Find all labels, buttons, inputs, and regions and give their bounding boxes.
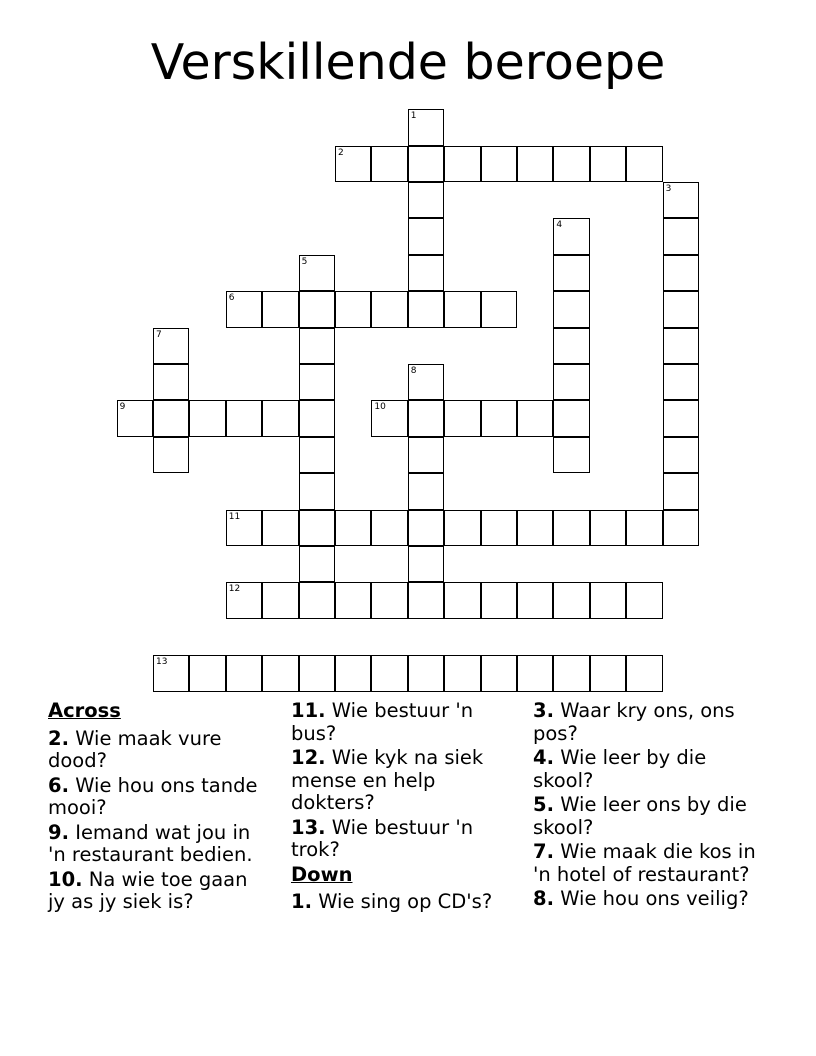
grid-cell[interactable]	[553, 582, 589, 618]
grid-cell[interactable]	[408, 255, 444, 291]
grid-cell[interactable]	[626, 510, 662, 546]
across-heading: Across	[48, 699, 121, 722]
grid-cell[interactable]	[481, 510, 517, 546]
grid-cell[interactable]	[408, 109, 444, 145]
grid-cell[interactable]	[408, 218, 444, 254]
grid-cell[interactable]	[444, 400, 480, 436]
clue-number: 9	[119, 402, 126, 413]
grid-cell[interactable]	[481, 146, 517, 182]
clue-number: 7	[156, 329, 162, 340]
grid-cell[interactable]	[371, 510, 407, 546]
grid-cell[interactable]	[481, 291, 517, 327]
grid-cell[interactable]	[517, 582, 553, 618]
grid-cell[interactable]	[299, 255, 335, 291]
grid-cell[interactable]	[408, 473, 444, 509]
grid-cell[interactable]	[553, 146, 589, 182]
grid-cell[interactable]	[663, 364, 699, 400]
grid-cell[interactable]	[553, 364, 589, 400]
grid-cell[interactable]	[299, 400, 335, 436]
grid-cell[interactable]	[663, 510, 699, 546]
grid-cell[interactable]	[553, 400, 589, 436]
grid-cell[interactable]	[590, 510, 626, 546]
grid-cell[interactable]	[299, 582, 335, 618]
grid-cell[interactable]	[226, 400, 262, 436]
grid-cell[interactable]	[444, 291, 480, 327]
grid-cell[interactable]	[335, 146, 371, 182]
grid-cell[interactable]	[553, 218, 589, 254]
clues-column-3	[533, 700, 758, 913]
grid-cell[interactable]	[153, 437, 189, 473]
grid-cell[interactable]	[371, 582, 407, 618]
grid-cell[interactable]	[299, 328, 335, 364]
clues-column-1	[48, 700, 268, 916]
clue-number: 11	[228, 511, 241, 522]
grid-cell[interactable]	[408, 146, 444, 182]
grid-cell[interactable]	[299, 291, 335, 327]
clue-across-9: 9. Iemand wat jou in 'n restaurant bedien.	[48, 820, 253, 866]
grid-cell[interactable]	[226, 510, 262, 546]
grid-cell[interactable]	[335, 510, 371, 546]
grid-cell[interactable]	[590, 582, 626, 618]
grid-cell[interactable]	[189, 655, 225, 691]
grid-cell[interactable]	[408, 291, 444, 327]
grid-cell[interactable]	[517, 400, 553, 436]
grid-cell[interactable]	[517, 146, 553, 182]
grid-cell[interactable]	[408, 437, 444, 473]
grid-cell[interactable]	[262, 510, 298, 546]
clue-across-11: 11. Wie bestuur 'n bus?	[291, 699, 474, 745]
clue-across-6: 6. Wie hou ons tande mooi?	[48, 773, 258, 819]
clue-across-10: 10. Na wie toe gaan jy as jy siek is?	[48, 867, 248, 913]
clue-number: 5	[301, 256, 308, 267]
clue-across-13: 13. Wie bestuur 'n trok?	[291, 815, 474, 861]
grid-cell[interactable]	[153, 400, 189, 436]
clue-down-7: 7. Wie maak die kos in 'n hotel of restaurant?	[533, 840, 756, 886]
grid-cell[interactable]	[444, 146, 480, 182]
grid-cell[interactable]	[481, 582, 517, 618]
grid-cell[interactable]	[408, 582, 444, 618]
grid-cell[interactable]	[408, 182, 444, 218]
grid-cell[interactable]	[590, 146, 626, 182]
clue-number: 4	[556, 220, 563, 231]
grid-cell[interactable]	[299, 364, 335, 400]
clue-number: 3	[665, 184, 672, 194]
clue-number: 13	[156, 657, 168, 668]
grid-cell[interactable]	[262, 400, 298, 436]
grid-cell[interactable]	[663, 328, 699, 364]
grid-cell[interactable]	[626, 655, 662, 691]
grid-cell[interactable]	[663, 400, 699, 436]
clue-across-2: 2. Wie maak vure dood?	[48, 726, 222, 772]
grid-cell[interactable]	[371, 291, 407, 327]
page-title: Verskillende beroepe	[150, 34, 666, 91]
grid-cell[interactable]	[153, 328, 189, 364]
grid-cell[interactable]	[335, 291, 371, 327]
grid-cell[interactable]	[408, 364, 444, 400]
grid-cell[interactable]	[371, 400, 407, 436]
clue-down-4: 4. Wie leer by die skool?	[533, 746, 707, 792]
grid-cell[interactable]	[663, 291, 699, 327]
clue-number: 10	[374, 402, 386, 413]
grid-cell[interactable]	[262, 655, 298, 691]
grid-cell[interactable]	[663, 437, 699, 473]
grid-cell[interactable]	[226, 655, 262, 691]
grid-cell[interactable]	[444, 510, 480, 546]
clue-down-8: 8. Wie hou ons veilig?	[533, 887, 749, 910]
grid-cell[interactable]	[371, 146, 407, 182]
grid-cell[interactable]	[262, 582, 298, 618]
grid-cell[interactable]	[408, 655, 444, 691]
grid-cell[interactable]	[299, 437, 335, 473]
grid-cell[interactable]	[299, 510, 335, 546]
grid-cell[interactable]	[553, 328, 589, 364]
grid-cell[interactable]	[117, 400, 153, 436]
grid-cell[interactable]	[299, 473, 335, 509]
clue-down-3: 3. Waar kry ons, ons pos?	[533, 699, 735, 745]
grid-cell[interactable]	[663, 182, 699, 218]
grid-cell[interactable]	[553, 291, 589, 327]
grid-cell[interactable]	[335, 655, 371, 691]
grid-cell[interactable]	[299, 546, 335, 582]
grid-cell[interactable]	[262, 291, 298, 327]
grid-cell[interactable]	[408, 546, 444, 582]
grid-cell[interactable]	[663, 255, 699, 291]
grid-cell[interactable]	[481, 400, 517, 436]
clue-down-1: 1. Wie sing op CD's?	[291, 890, 493, 913]
grid-cell[interactable]	[481, 655, 517, 691]
grid-cell[interactable]	[663, 218, 699, 254]
grid-cell[interactable]	[299, 655, 335, 691]
grid-cell[interactable]	[517, 510, 553, 546]
clue-number: 1	[410, 111, 417, 122]
grid-cell[interactable]	[408, 400, 444, 436]
grid-cell[interactable]	[226, 291, 262, 327]
grid-cell[interactable]	[553, 510, 589, 546]
grid-cell[interactable]	[626, 146, 662, 182]
clue-number: 12	[228, 584, 241, 595]
clue-number: 2	[338, 147, 344, 158]
grid-cell[interactable]	[517, 655, 553, 691]
grid-cell[interactable]	[553, 437, 589, 473]
grid-cell[interactable]	[335, 582, 371, 618]
grid-cell[interactable]	[153, 655, 189, 691]
grid-cell[interactable]	[590, 655, 626, 691]
clue-down-5: 5. Wie leer ons by die skool?	[533, 793, 747, 839]
grid-cell[interactable]	[226, 582, 262, 618]
down-heading: Down	[291, 862, 353, 886]
grid-cell[interactable]	[408, 510, 444, 546]
clue-number: 6	[228, 293, 235, 304]
clues-column-2	[291, 700, 506, 916]
clue-across-12: 12. Wie kyk na siek mense en help dokters?	[291, 746, 484, 814]
grid-cell[interactable]	[371, 655, 407, 691]
grid-cell[interactable]	[444, 655, 480, 691]
grid-cell[interactable]	[553, 255, 589, 291]
grid-cell[interactable]	[663, 473, 699, 509]
grid-cell[interactable]	[189, 400, 225, 436]
grid-cell[interactable]	[553, 655, 589, 691]
grid-cell[interactable]	[153, 364, 189, 400]
clue-number: 8	[410, 366, 417, 376]
grid-cell[interactable]	[626, 582, 662, 618]
grid-cell[interactable]	[444, 582, 480, 618]
